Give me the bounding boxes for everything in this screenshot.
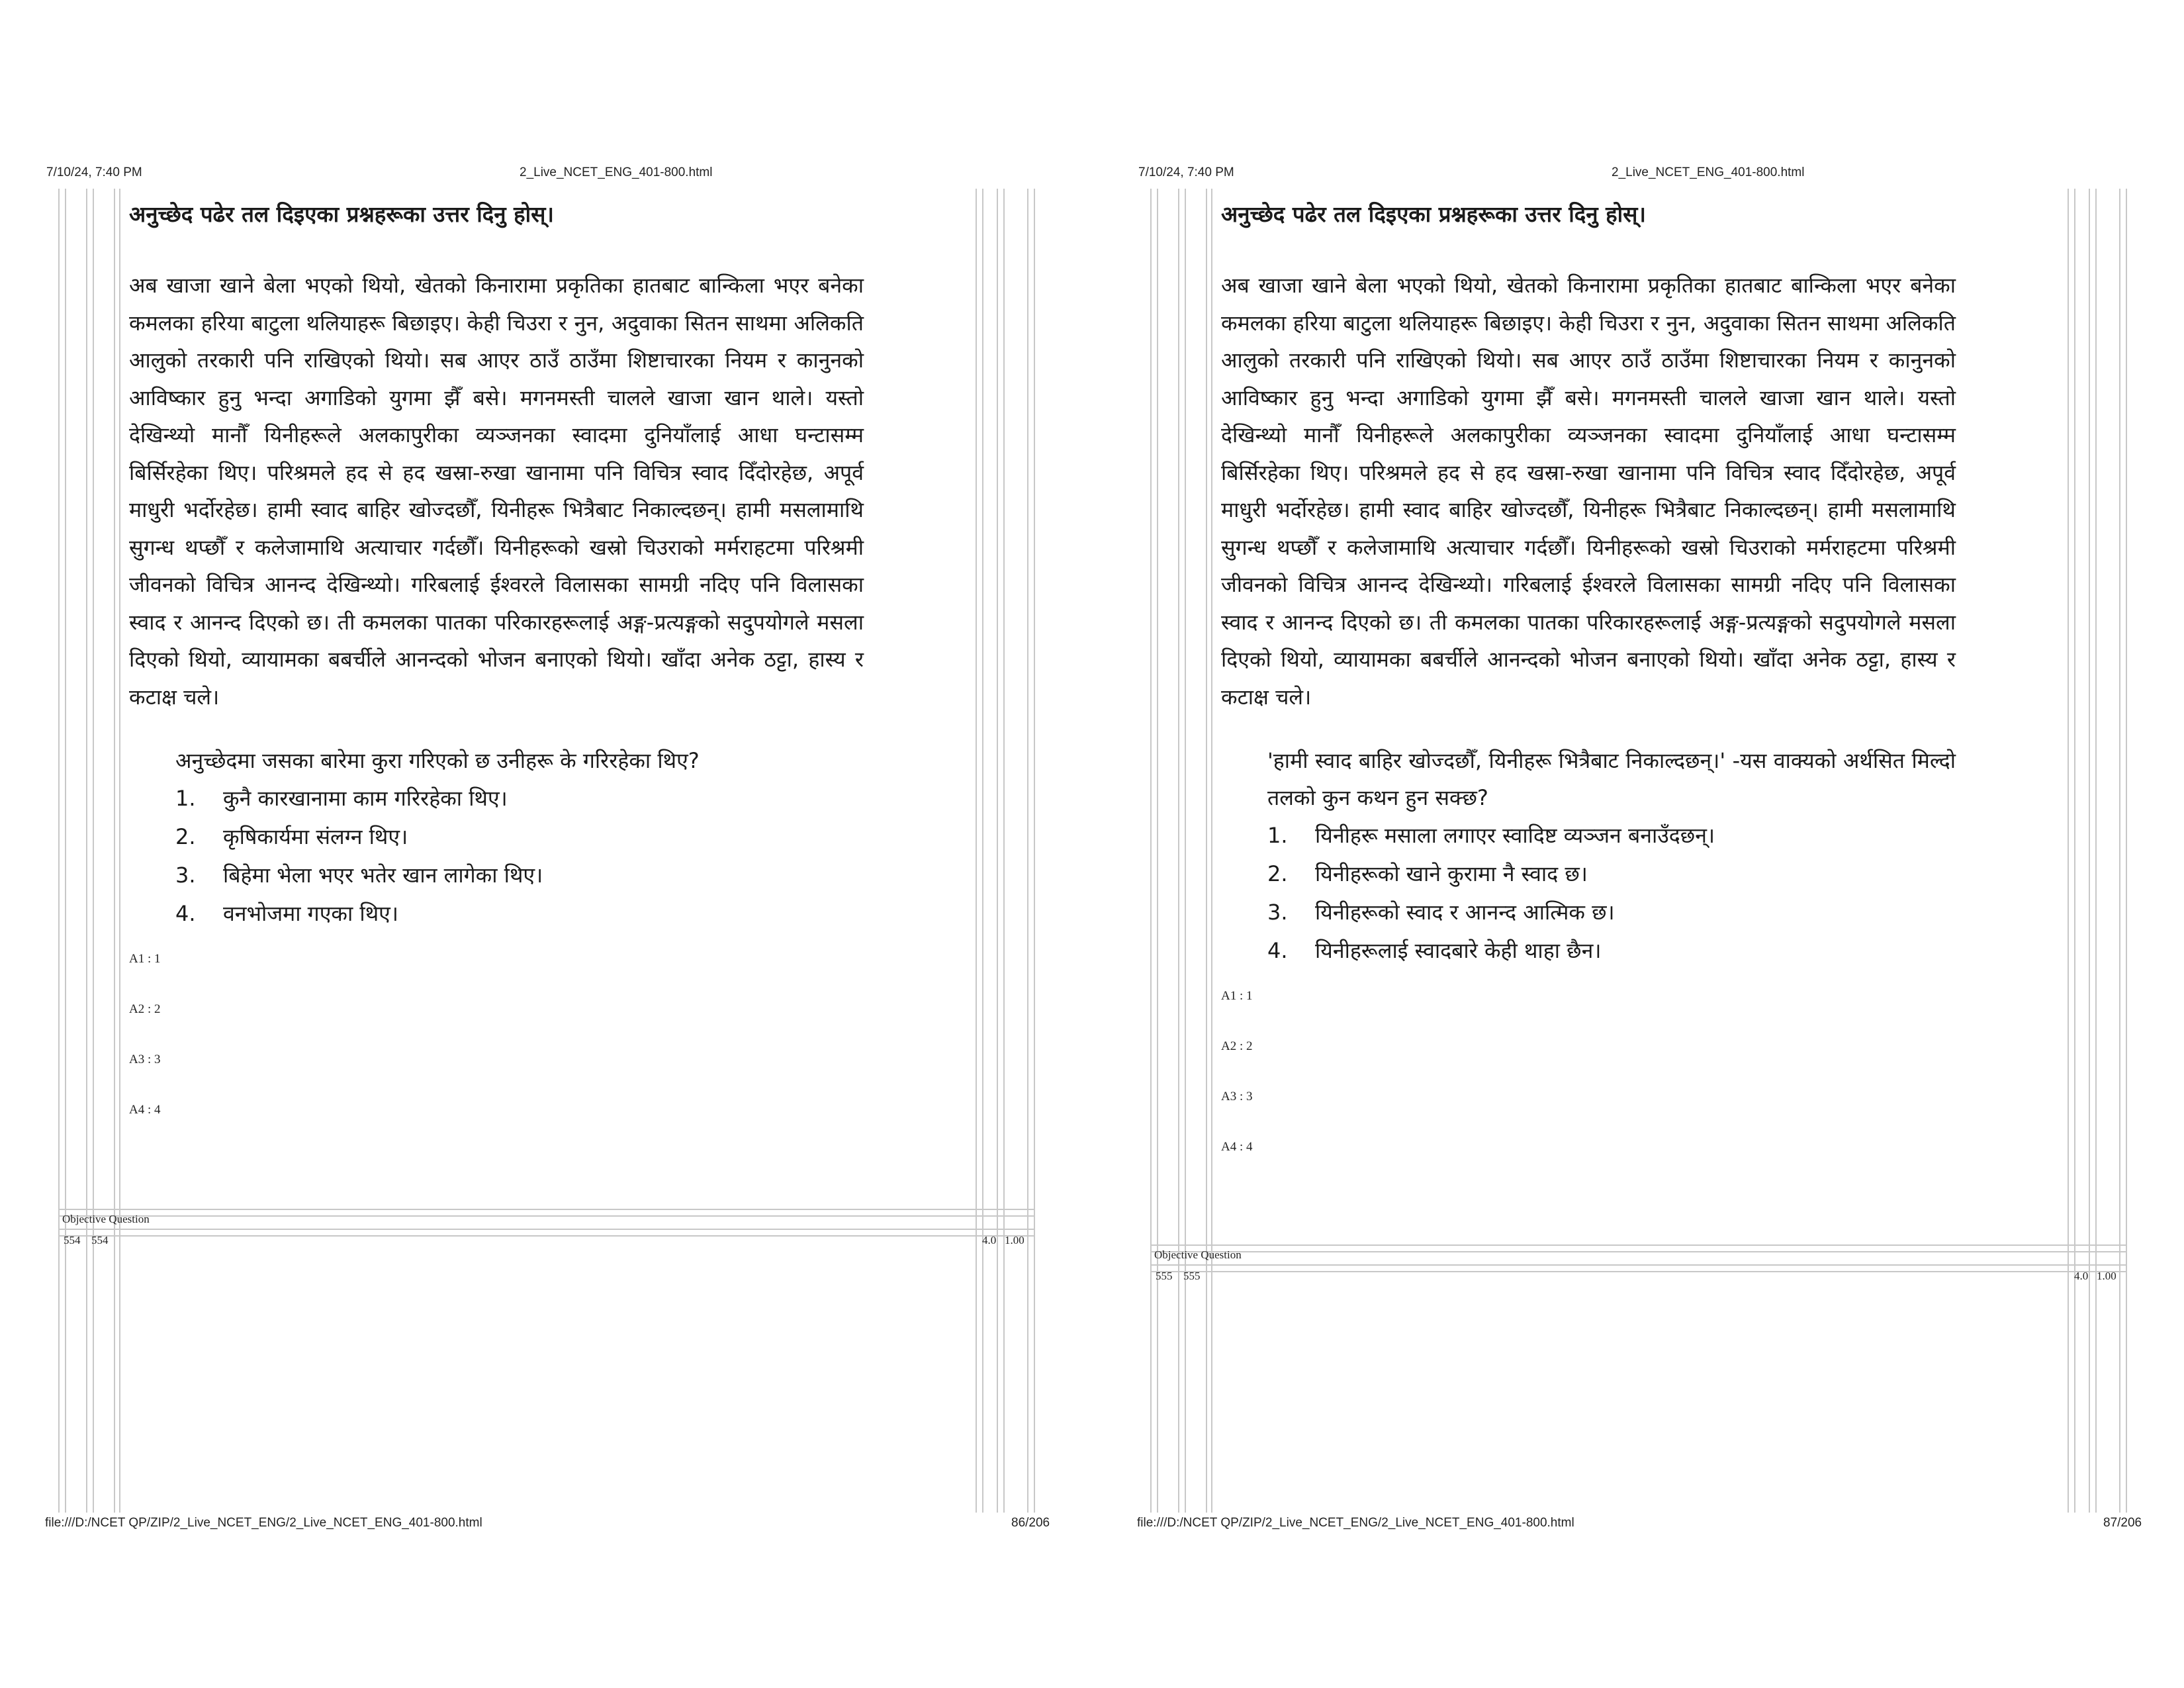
option-number: 1. [175, 786, 196, 811]
table-border [1150, 1264, 2126, 1266]
question-text: अनुच्छेदमा जसका बारेमा कुरा गरिएको छ उनीहरू के गरिरहेका थिए? [175, 748, 700, 773]
passage-text: अब खाजा खाने बेला भएको थियो, खेतको किनारामा प्रकृतिका हातबाट बान्किला भएर बनेका कमलका हरिया बाटुला थलियाहरू बिछाइए। केही चिउरा र नुन, अदुवाका सितन साथमा अलिकति आलुको तरकारी पनि राखिएको थियो। सब आएर ठाउँ ठाउँमा शिष्टाचारका नियम र कानुनको आविष्कार हुनु भन्दा अगाडिको युगमा झैँ बसे। मगनमस्ती चालले खाजा खान थाले। यस्तो देखिन्थ्यो मानौँ यिनीहरूले अलकापुरीका व्यञ्जनका स्वादमा दुनियाँलाई आधा घन्टासम्म बिर्सिरहेका थिए। परिश्रमले हद से हद खस्रा-रुखा खानामा पनि विचित्र स्वाद दिँदोरहेछ, अपूर्व माधुरी भर्दोरहेछ। हामी स्वाद बाहिर खोज्दछौँ, यिनीहरू भित्रैबाट निकाल्दछन्। हामी मसलामाथि सुगन्ध थप्छौँ र कलेजामाथि अत्याचार गर्दछौँ। यिनीहरूको खस्रो चिउराको मर्मराहटमा परिश्रमी जीवनको विचित्र आनन्द देखिन्थ्यो। गरिबलाई ईश्वरले विलासका सामग्री नदिए पनि विलासका स्वाद र आनन्द दिएको छ। ती कमलका पातका परिकारहरूलाई अङ्ग-प्रत्यङ्गको सदुपयोगले मसला दिएको थियो, व्यायामका बबर्चीले आनन्दको भोजन बनाएको थियो। खाँदा अनेक ठट्टा, हास्य र कटाक्ष चले। [1221, 273, 1956, 710]
table-border [86, 189, 87, 1513]
option-number: 4. [1267, 938, 1288, 963]
file-path: file:///D:/NCET QP/ZIP/2_Live_NCET_ENG/2_Live_NCET_ENG_401-800.html [1137, 1516, 1574, 1530]
answer-key: A4 : 4 [1221, 1140, 1253, 1154]
table-border [1150, 1251, 2126, 1252]
question-text: 'हामी स्वाद बाहिर खोज्दछौँ, यिनीहरू भित्रैबाट निकाल्दछन्।' -यस वाक्यको अर्थसित मिल्दो तलको कुन कथन हुन सक्छ? [1267, 748, 1956, 810]
negative-marks: 1.00 [2097, 1270, 2116, 1282]
table-border [2126, 189, 2127, 1513]
option-item [1267, 816, 1956, 855]
page-number: 87/206 [2103, 1516, 2142, 1530]
file-path: file:///D:/NCET QP/ZIP/2_Live_NCET_ENG/2_Live_NCET_ENG_401-800.html [45, 1516, 482, 1530]
question-serial: 555 [1156, 1270, 1173, 1282]
print-date: 7/10/24, 7:40 PM [46, 165, 142, 179]
answer-key: A1 : 1 [129, 952, 161, 966]
answer-key: A2 : 2 [129, 1002, 161, 1016]
table-border [1027, 189, 1028, 1513]
option-item [1267, 931, 1956, 970]
document-title: 2_Live_NCET_ENG_401-800.html [1612, 165, 1805, 179]
answer-key: A3 : 3 [1221, 1090, 1253, 1103]
table-border [2119, 189, 2120, 1513]
passage-text: अब खाजा खाने बेला भएको थियो, खेतको किनारामा प्रकृतिका हातबाट बान्किला भएर बनेका कमलका हरिया बाटुला थलियाहरू बिछाइए। केही चिउरा र नुन, अदुवाका सितन साथमा अलिकति आलुको तरकारी पनि राखिएको थियो। सब आएर ठाउँ ठाउँमा शिष्टाचारका नियम र कानुनको आविष्कार हुनु भन्दा अगाडिको युगमा झैँ बसे। मगनमस्ती चालले खाजा खान थाले। यस्तो देखिन्थ्यो मानौँ यिनीहरूले अलकापुरीका व्यञ्जनका स्वादमा दुनियाँलाई आधा घन्टासम्म बिर्सिरहेका थिए। परिश्रमले हद से हद खस्रा-रुखा खानामा पनि विचित्र स्वाद दिँदोरहेछ, अपूर्व माधुरी भर्दोरहेछ। हामी स्वाद बाहिर खोज्दछौँ, यिनीहरू भित्रैबाट निकाल्दछन्। हामी मसलामाथि सुगन्ध थप्छौँ र कलेजामाथि अत्याचार गर्दछौँ। यिनीहरूको खस्रो चिउराको मर्मराहटमा परिश्रमी जीवनको विचित्र आनन्द देखिन्थ्यो। गरिबलाई ईश्वरले विलासका सामग्री नदिए पनि विलासका स्वाद र आनन्द दिएको छ। ती कमलका पातका परिकारहरूलाई अङ्ग-प्रत्यङ्गको सदुपयोगले मसला दिएको थियो, व्यायामका बबर्चीले आनन्दको भोजन बनाएको थियो। खाँदा अनेक ठट्टा, हास्य र कटाक्ष चले। [129, 273, 864, 710]
table-border [1157, 189, 1158, 1513]
table-border [997, 189, 998, 1513]
table-border [58, 1215, 1034, 1217]
question-type-label: Objective Question [62, 1213, 150, 1225]
print-date: 7/10/24, 7:40 PM [1138, 165, 1234, 179]
option-list [129, 779, 864, 933]
option-text: यिनीहरूलाई स्वादबारे केही थाहा छैन। [1315, 938, 1602, 963]
answer-key-list [1221, 984, 1956, 1186]
option-number: 2. [175, 824, 196, 849]
table-border [93, 189, 94, 1513]
option-text: यिनीहरूको खाने कुरामा नै स्वाद छ। [1315, 861, 1588, 886]
option-item [1267, 855, 1956, 893]
option-number: 3. [1267, 900, 1288, 925]
question-id: 555 [1183, 1270, 1201, 1282]
table-border [65, 189, 66, 1513]
answer-key: A4 : 4 [129, 1103, 161, 1117]
table-border [1150, 1244, 2126, 1246]
table-border [1178, 189, 1179, 1513]
option-text: कृषिकार्यमा संलग्न थिए। [223, 824, 408, 849]
option-number: 3. [175, 863, 196, 888]
table-border [2068, 189, 2069, 1513]
table-border [1150, 1271, 2126, 1272]
option-item [1267, 893, 1956, 931]
answer-key: A3 : 3 [129, 1053, 161, 1066]
passage-instruction: अनुच्छेद पढेर तल दिइएका प्रश्नहरूका उत्तर दिनु होस्। [1221, 201, 1646, 227]
table-border [58, 1229, 1034, 1230]
table-border [58, 189, 60, 1513]
question-block [129, 199, 864, 1149]
question-id: 554 [91, 1234, 109, 1246]
option-number: 2. [1267, 861, 1288, 886]
table-border [2074, 189, 2075, 1513]
negative-marks: 1.00 [1005, 1234, 1024, 1246]
question-block [1221, 199, 1956, 1186]
option-text: यिनीहरूको स्वाद र आनन्द आत्मिक छ। [1315, 900, 1615, 925]
option-item [175, 818, 864, 856]
question-marks: 4.0 [2074, 1270, 2089, 1282]
option-item [175, 894, 864, 933]
table-border [2095, 189, 2097, 1513]
document-title: 2_Live_NCET_ENG_401-800.html [520, 165, 713, 179]
table-border [1211, 189, 1212, 1513]
option-text: कुनै कारखानामा काम गरिरहेका थिए। [223, 786, 508, 811]
option-text: वनभोजमा गएका थिए। [223, 901, 398, 926]
question-marks: 4.0 [982, 1234, 997, 1246]
table-border [58, 1235, 1034, 1237]
table-border [2089, 189, 2090, 1513]
table-border [1003, 189, 1005, 1513]
question-type-label: Objective Question [1154, 1248, 1242, 1261]
page-number: 86/206 [1011, 1516, 1050, 1530]
answer-key: A1 : 1 [1221, 989, 1253, 1003]
option-item [175, 856, 864, 894]
option-number: 4. [175, 901, 196, 926]
table-border [982, 189, 983, 1513]
table-border [1034, 189, 1035, 1513]
table-border [58, 1209, 1034, 1210]
option-number: 1. [1267, 823, 1288, 848]
table-border [1150, 189, 1152, 1513]
option-item [175, 779, 864, 818]
answer-key-list [129, 947, 864, 1149]
document-page [1092, 0, 2184, 1688]
answer-key: A2 : 2 [1221, 1039, 1253, 1053]
option-text: यिनीहरू मसाला लगाएर स्वादिष्ट व्यञ्जन बनाउँदछन्। [1315, 823, 1715, 848]
table-border [119, 189, 120, 1513]
option-text: बिहेमा भेला भएर भतेर खान लागेका थिए। [223, 863, 543, 888]
question-serial: 554 [64, 1234, 81, 1246]
table-border [1185, 189, 1186, 1513]
table-border [114, 189, 115, 1513]
table-border [976, 189, 977, 1513]
passage-instruction: अनुच्छेद पढेर तल दिइएका प्रश्नहरूका उत्तर दिनु होस्। [129, 201, 554, 227]
table-border [1206, 189, 1207, 1513]
option-list [1221, 816, 1956, 970]
